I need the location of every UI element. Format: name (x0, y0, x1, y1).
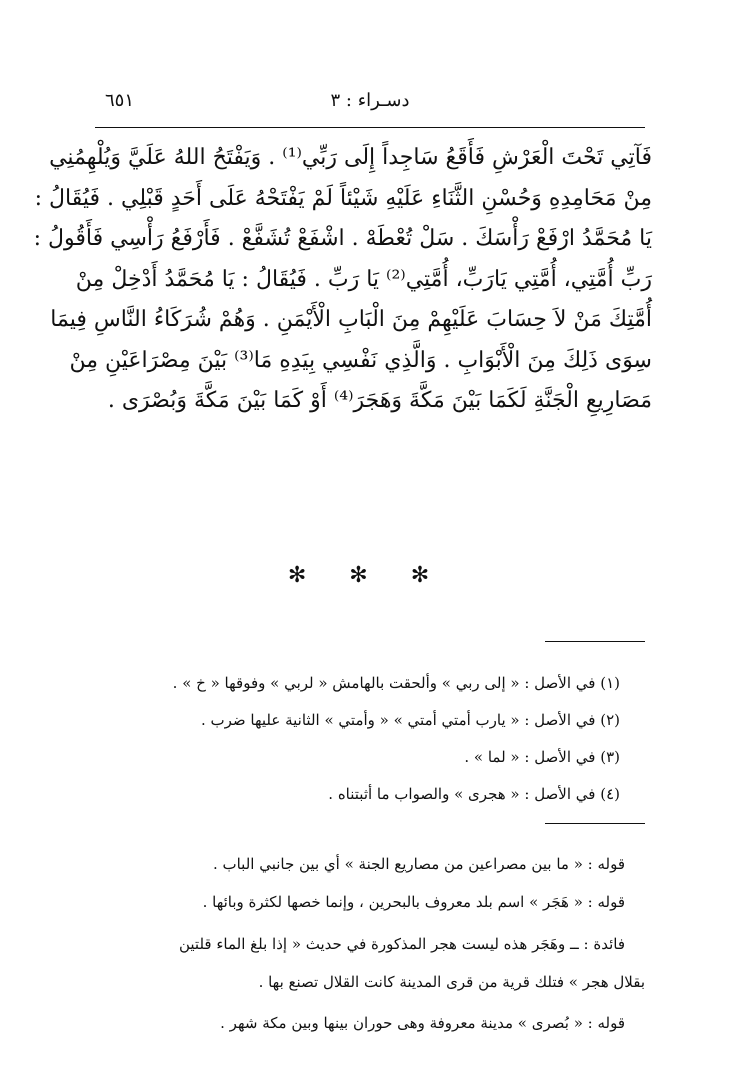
commentary-line: قوله : « هَجَر » اسم بلد معروف بالبحرين ، وإنما خصها لكثرة وبائها . (202, 893, 625, 911)
page-number: ٦٥١ (105, 90, 135, 111)
text-line: أُمَّتِكَ مَنْ لاَ حِسَابَ عَلَيْهِمْ مِنَ الْبَابِ الْأَيْمَنِ . وَهُمْ شُرَكَاءُ النَّاسِ فِيمَا (50, 307, 652, 332)
header-rule (95, 127, 645, 128)
section-separator: ✻ ✻ ✻ (287, 563, 448, 588)
footnote: (٤) في الأصل : « هجرى » والصواب ما أثبتناه . (328, 785, 620, 803)
commentary-line: فائدة : ــ وهَجَر هذه ليست هجر المذكورة في حديث « إذا بلغ الماء قلتين (178, 935, 625, 953)
text-line: مِنْ مَحَامِدِهِ وَحُسْنِ الثَّنَاءِ عَلَيْهِ شَيْئاً لَمْ يَفْتَحْهُ عَلَى أَحَدٍ قَبْلِي . فَيُقَالُ : (34, 185, 652, 211)
running-title: دسـراء : ٣ (330, 90, 410, 111)
text-line: مَصَارِيعِ الْجَنَّةِ لَكَمَا بَيْنَ مَكَّةَ وَهَجَرَ⁽⁴⁾ أَوْ كَمَا بَيْنَ مَكَّةَ وَبُصْرَى . (107, 388, 652, 413)
commentary-line: قوله : « بُصرى » مدينة معروفة وهى حوران بينها وبين مكة شهر . (220, 1014, 625, 1032)
footnote-rule (545, 823, 645, 824)
footnote-rule (545, 641, 645, 642)
footnotes (150, 665, 620, 813)
hadith-text (33, 138, 652, 422)
text-line: رَبِّ أُمَّتِي، أُمَّتِي يَارَبِّ، أُمَّتِي⁽²⁾ يَا رَبِّ . فَيُقَالُ : يَا مُحَمَّدُ أَدْخِلْ مِنْ (75, 266, 652, 292)
page-header (95, 86, 645, 116)
text-line: سِوَى ذَلِكَ مِنَ الْأَبْوَابِ . وَالَّذِي نَفْسِي بِيَدِهِ مَا⁽³⁾ بَيْنَ مِصْرَاعَيْنِ مِنْ (69, 347, 652, 373)
commentary-line: قوله : « ما بين مصراعين من مصاريع الجنة » أي بين جانبي الباب . (212, 855, 625, 873)
commentary-line: بقلال هجر » فتلك قرية من قرى المدينة كانت القلال تصنع بها . (258, 973, 645, 991)
text-line: يَا مُحَمَّدُ ارْفَعْ رَأْسَكَ . سَلْ تُعْطَهْ . اشْفَعْ تُشَفَّعْ . فَأَرْفَعُ رَأْسِي فَأَقُولُ : (33, 226, 652, 251)
commentary (140, 847, 645, 1047)
footnote: (٣) في الأصل : « لما » . (464, 748, 620, 766)
footnote: (١) في الأصل : « إلى ربي » وألحقت بالهامش « لربي » وفوقها « خ » . (172, 674, 620, 692)
footnote: (٢) في الأصل : « يارب أمتي أمتي » « وأمتي » الثانية عليها ضرب . (200, 711, 620, 729)
text-line: فَآتِي تَحْتَ الْعَرْشِ فَأَقَعُ سَاجِداً إِلَى رَبِّي⁽¹⁾ . وَيَفْتَحُ اللهُ عَلَيَّ وَيُلْهِمُنِي (49, 145, 652, 170)
